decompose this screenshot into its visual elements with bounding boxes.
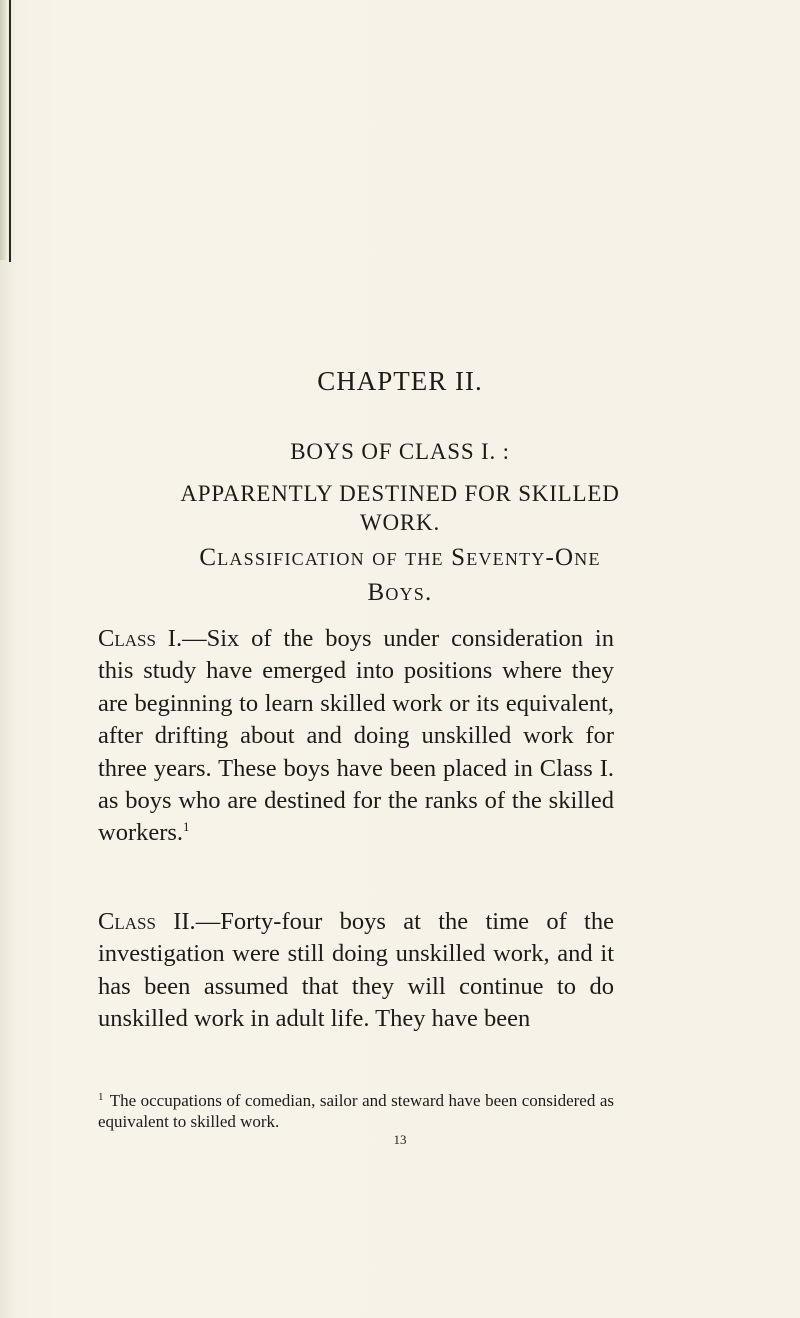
paragraph-class-one: [98, 623, 614, 850]
paragraph-text-class-one: —Six of the boys under consideration in this study have emerged into positions where they are beginning to learn skilled work or its equivalent, after drifting about and doing unskilled work for three years. These boys have been placed in Class I. as boys who are destined for the ranks of the skilled workers.: [98, 625, 614, 847]
chapter-title: CHAPTER II.: [317, 366, 483, 396]
page-binding-edge: [0, 0, 6, 260]
page-number: 13: [393, 1132, 407, 1147]
footnote: [98, 1090, 614, 1132]
classification-heading: Classification of the Seventy-One Boys.: [199, 544, 601, 606]
footnote-mark: 1: [98, 1091, 104, 1103]
paragraph-lead-class-one: Class I.: [98, 625, 183, 652]
footnote-reference: 1: [183, 819, 190, 835]
paragraph-class-two: [98, 906, 614, 1036]
paragraph-lead-class-two: Class II.: [98, 908, 196, 935]
binding-shadow-line: [9, 0, 11, 262]
section-subheading-skilled-work: APPARENTLY DESTINED FOR SKILLED WORK.: [180, 481, 620, 535]
section-heading-class-one: BOYS OF CLASS I. :: [290, 439, 510, 464]
paragraph-text-class-two: —Forty-four boys at the time of the investigation were still doing unskilled work, and it has been assumed that they will continue to do unskilled work in adult life. They have been: [98, 908, 614, 1033]
footnote-text: The occupations of comedian, sailor and steward have been considered as equivalent to skilled work.: [98, 1091, 614, 1131]
